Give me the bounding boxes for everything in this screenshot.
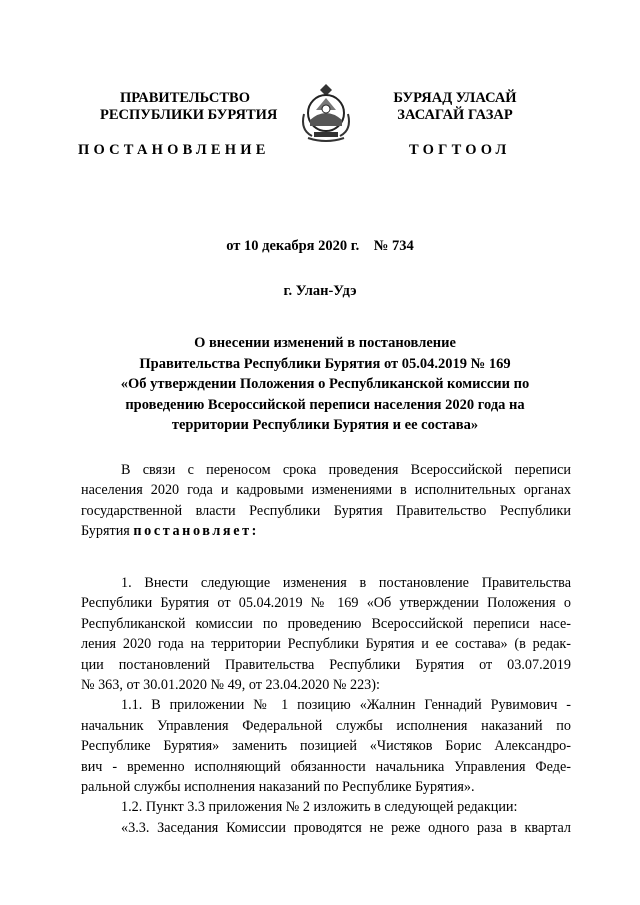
government-name-ru-line-2: РЕСПУБЛИКИ БУРЯТИЯ xyxy=(100,107,278,123)
paragraph-line: государственной власти Республики Бурятия Правительство Республики xyxy=(81,502,571,519)
title-line: Правительства Республики Бурятия от 05.04.2019 № 169 xyxy=(139,355,511,372)
paragraph-line: Республике Бурятия» заменить позицией «Чистяков Борис Александро- xyxy=(81,738,571,755)
paragraph-line: Республиканской комиссии по проведению Всероссийской переписи насе- xyxy=(81,615,571,632)
paragraph-line: № 363, от 30.01.2020 № 49, от 23.04.2020 № 223): xyxy=(81,677,380,694)
government-name-bua-line-2: ЗАСАГАЙ ГАЗАР xyxy=(397,107,513,123)
paragraph-line: начальник Управления Федеральной службы исполнения наказаний по xyxy=(81,717,571,734)
government-name-ru xyxy=(100,90,278,124)
paragraph-line xyxy=(81,521,571,541)
coat-of-arms-icon xyxy=(296,80,356,146)
paragraph-line: Республики Бурятия от 05.04.2019 № 169 «Об утверждении Положения о xyxy=(81,595,571,612)
paragraph-line: населения 2020 года и кадровыми изменениями в исполнительных органах xyxy=(81,482,571,499)
doc-type-ru: ПОСТАНОВЛЕНИЕ xyxy=(78,142,270,158)
government-name-bua-line-1: БУРЯАД УЛАСАЙ xyxy=(393,90,517,106)
doc-type-bua: ТОГТООЛ xyxy=(409,142,511,158)
title-line: О внесении изменений в постановление xyxy=(194,335,456,351)
document-header xyxy=(0,90,640,170)
government-name-ru-line-1: ПРАВИТЕЛЬСТВО xyxy=(120,90,250,106)
document-title xyxy=(80,333,570,436)
intro-paragraph xyxy=(81,460,571,542)
paragraph-line: ления 2020 года на территории Республики Бурятия и ее состава» (в редак- xyxy=(81,636,571,653)
government-name-bua xyxy=(370,90,540,124)
paragraph-line: ции постановлений Правительства Республики Бурятия от 03.07.2019 xyxy=(81,656,571,673)
title-line: «Об утверждении Положения о Республиканской комиссии по xyxy=(120,376,530,392)
paragraph-line: 1.1. В приложении № 1 позицию «Жалнин Геннадий Рувимович - xyxy=(121,697,571,714)
date-and-number: от 10 декабря 2020 г. № 734 xyxy=(226,238,414,254)
city: г. Улан-Удэ xyxy=(283,283,357,299)
paragraph-line: 1.2. Пункт 3.3 приложения № 2 изложить в следующей редакции: xyxy=(121,799,518,816)
paragraph-line: 1. Внести следующие изменения в постановление Правительства xyxy=(121,575,571,591)
amendments-section xyxy=(81,573,571,838)
paragraph-line: «3.3. Заседания Комиссии проводятся не реже одного раза в квартал xyxy=(121,819,571,836)
title-line: территории Республики Бурятия и ее состава» xyxy=(171,417,479,433)
paragraph-line: вич - временно исполняющий обязанности начальника Управления Феде- xyxy=(81,758,571,775)
decree-word: постановляет: xyxy=(133,523,259,540)
paragraph-line: ральной службы исполнения наказаний по Республике Бурятия». xyxy=(81,779,475,796)
paragraph-line: В связи с переносом срока проведения Всероссийской переписи xyxy=(121,462,571,478)
title-line: проведению Всероссийской переписи населения 2020 года на xyxy=(125,396,525,413)
intro-last-text: Бурятия xyxy=(81,523,134,540)
